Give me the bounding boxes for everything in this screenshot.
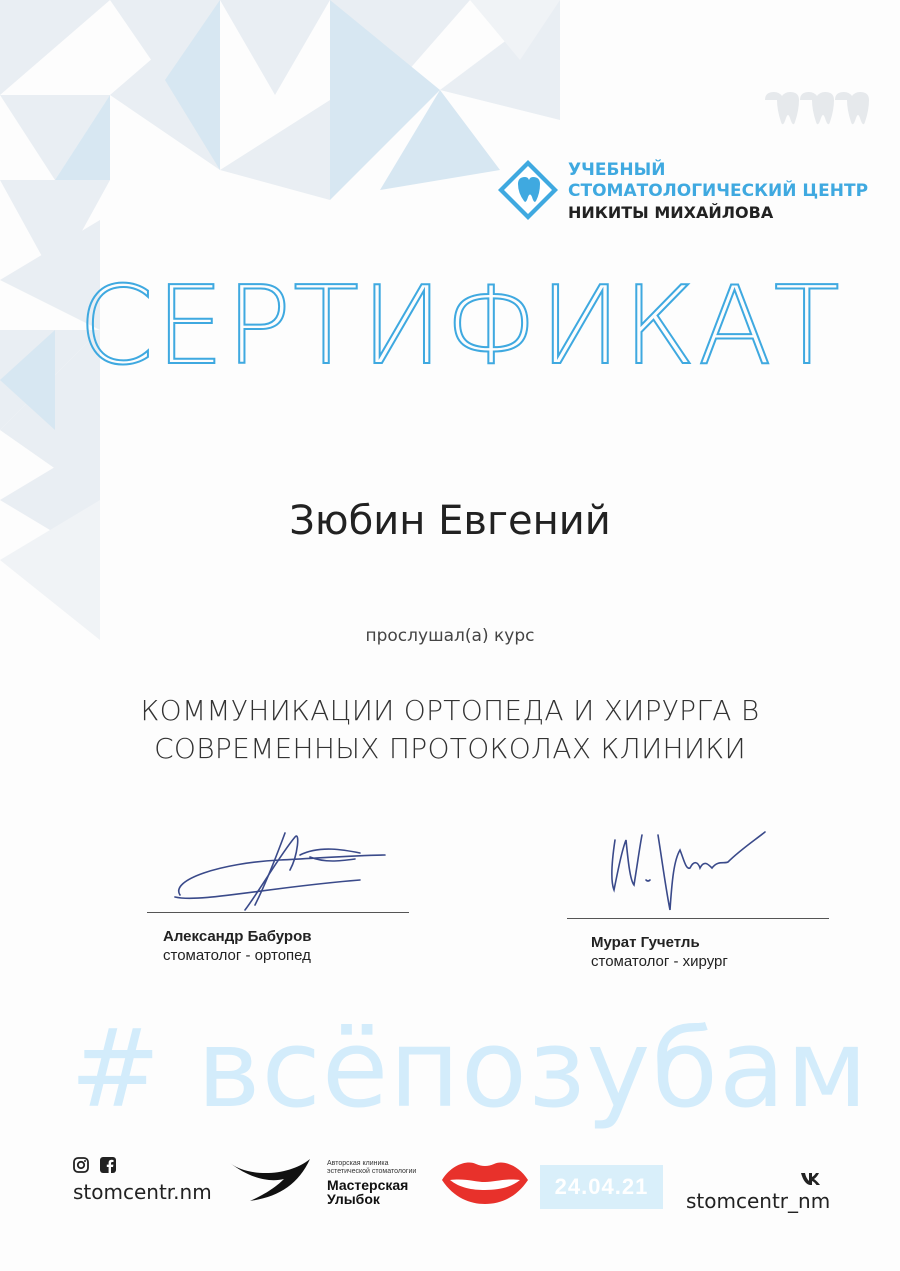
signer-right-name: Мурат Гучетль xyxy=(591,934,700,951)
clinic-subtitle-2: эстетической стоматологии xyxy=(327,1168,417,1175)
signature-right xyxy=(600,820,770,920)
signer-left-name: Александр Бабуров xyxy=(163,928,312,945)
instagram-icon xyxy=(73,1157,89,1173)
signer-left-role: стоматолог - ортопед xyxy=(163,947,311,964)
teeth-icon xyxy=(765,92,869,124)
clinic-block xyxy=(327,1160,416,1206)
social-handle-left: stomcentr.nm xyxy=(73,1180,212,1204)
clinic-name-2: Улыбок xyxy=(327,1191,380,1207)
clinic-subtitle-1: Авторская клиника xyxy=(327,1160,389,1167)
lips-icon xyxy=(440,1158,530,1206)
clinic-name-1: Мастерская xyxy=(327,1177,409,1193)
logo-line-3: НИКИТЫ МИХАЙЛОВА xyxy=(568,203,774,222)
hashtag-slogan: # всёпозубам xyxy=(70,1007,869,1132)
signature-line-right xyxy=(567,918,829,919)
signature-left xyxy=(160,825,400,915)
course-title xyxy=(100,692,800,768)
tooth-logo-icon xyxy=(496,158,560,222)
logo-line-1: УЧЕБНЫЙ xyxy=(568,160,666,180)
course-title-line-2: СОВРЕМЕННЫХ ПРОТОКОЛАХ КЛИНИКИ xyxy=(154,732,746,765)
vk-icon xyxy=(801,1172,825,1186)
logo-text xyxy=(568,160,868,223)
signer-right-role: стоматолог - хирург xyxy=(591,953,728,970)
logo-line-2: СТОМАТОЛОГИЧЕСКИЙ ЦЕНТР xyxy=(568,181,869,201)
facebook-icon xyxy=(100,1157,116,1173)
signature-line-left xyxy=(147,912,409,913)
date-badge: 24.04.21 xyxy=(540,1165,663,1209)
certificate-title xyxy=(60,262,860,392)
recipient-name: Зюбин Евгений xyxy=(289,498,611,544)
social-handle-right: stomcentr_nm xyxy=(686,1189,831,1213)
course-title-line-1: КОММУНИКАЦИИ ОРТОПЕДА И ХИРУРГА В xyxy=(140,694,760,727)
smile-logo-icon xyxy=(228,1155,312,1205)
listened-course-label: прослушал(а) курс xyxy=(365,626,535,646)
certificate-title-text: СЕРТИФИКАТ xyxy=(78,264,842,389)
